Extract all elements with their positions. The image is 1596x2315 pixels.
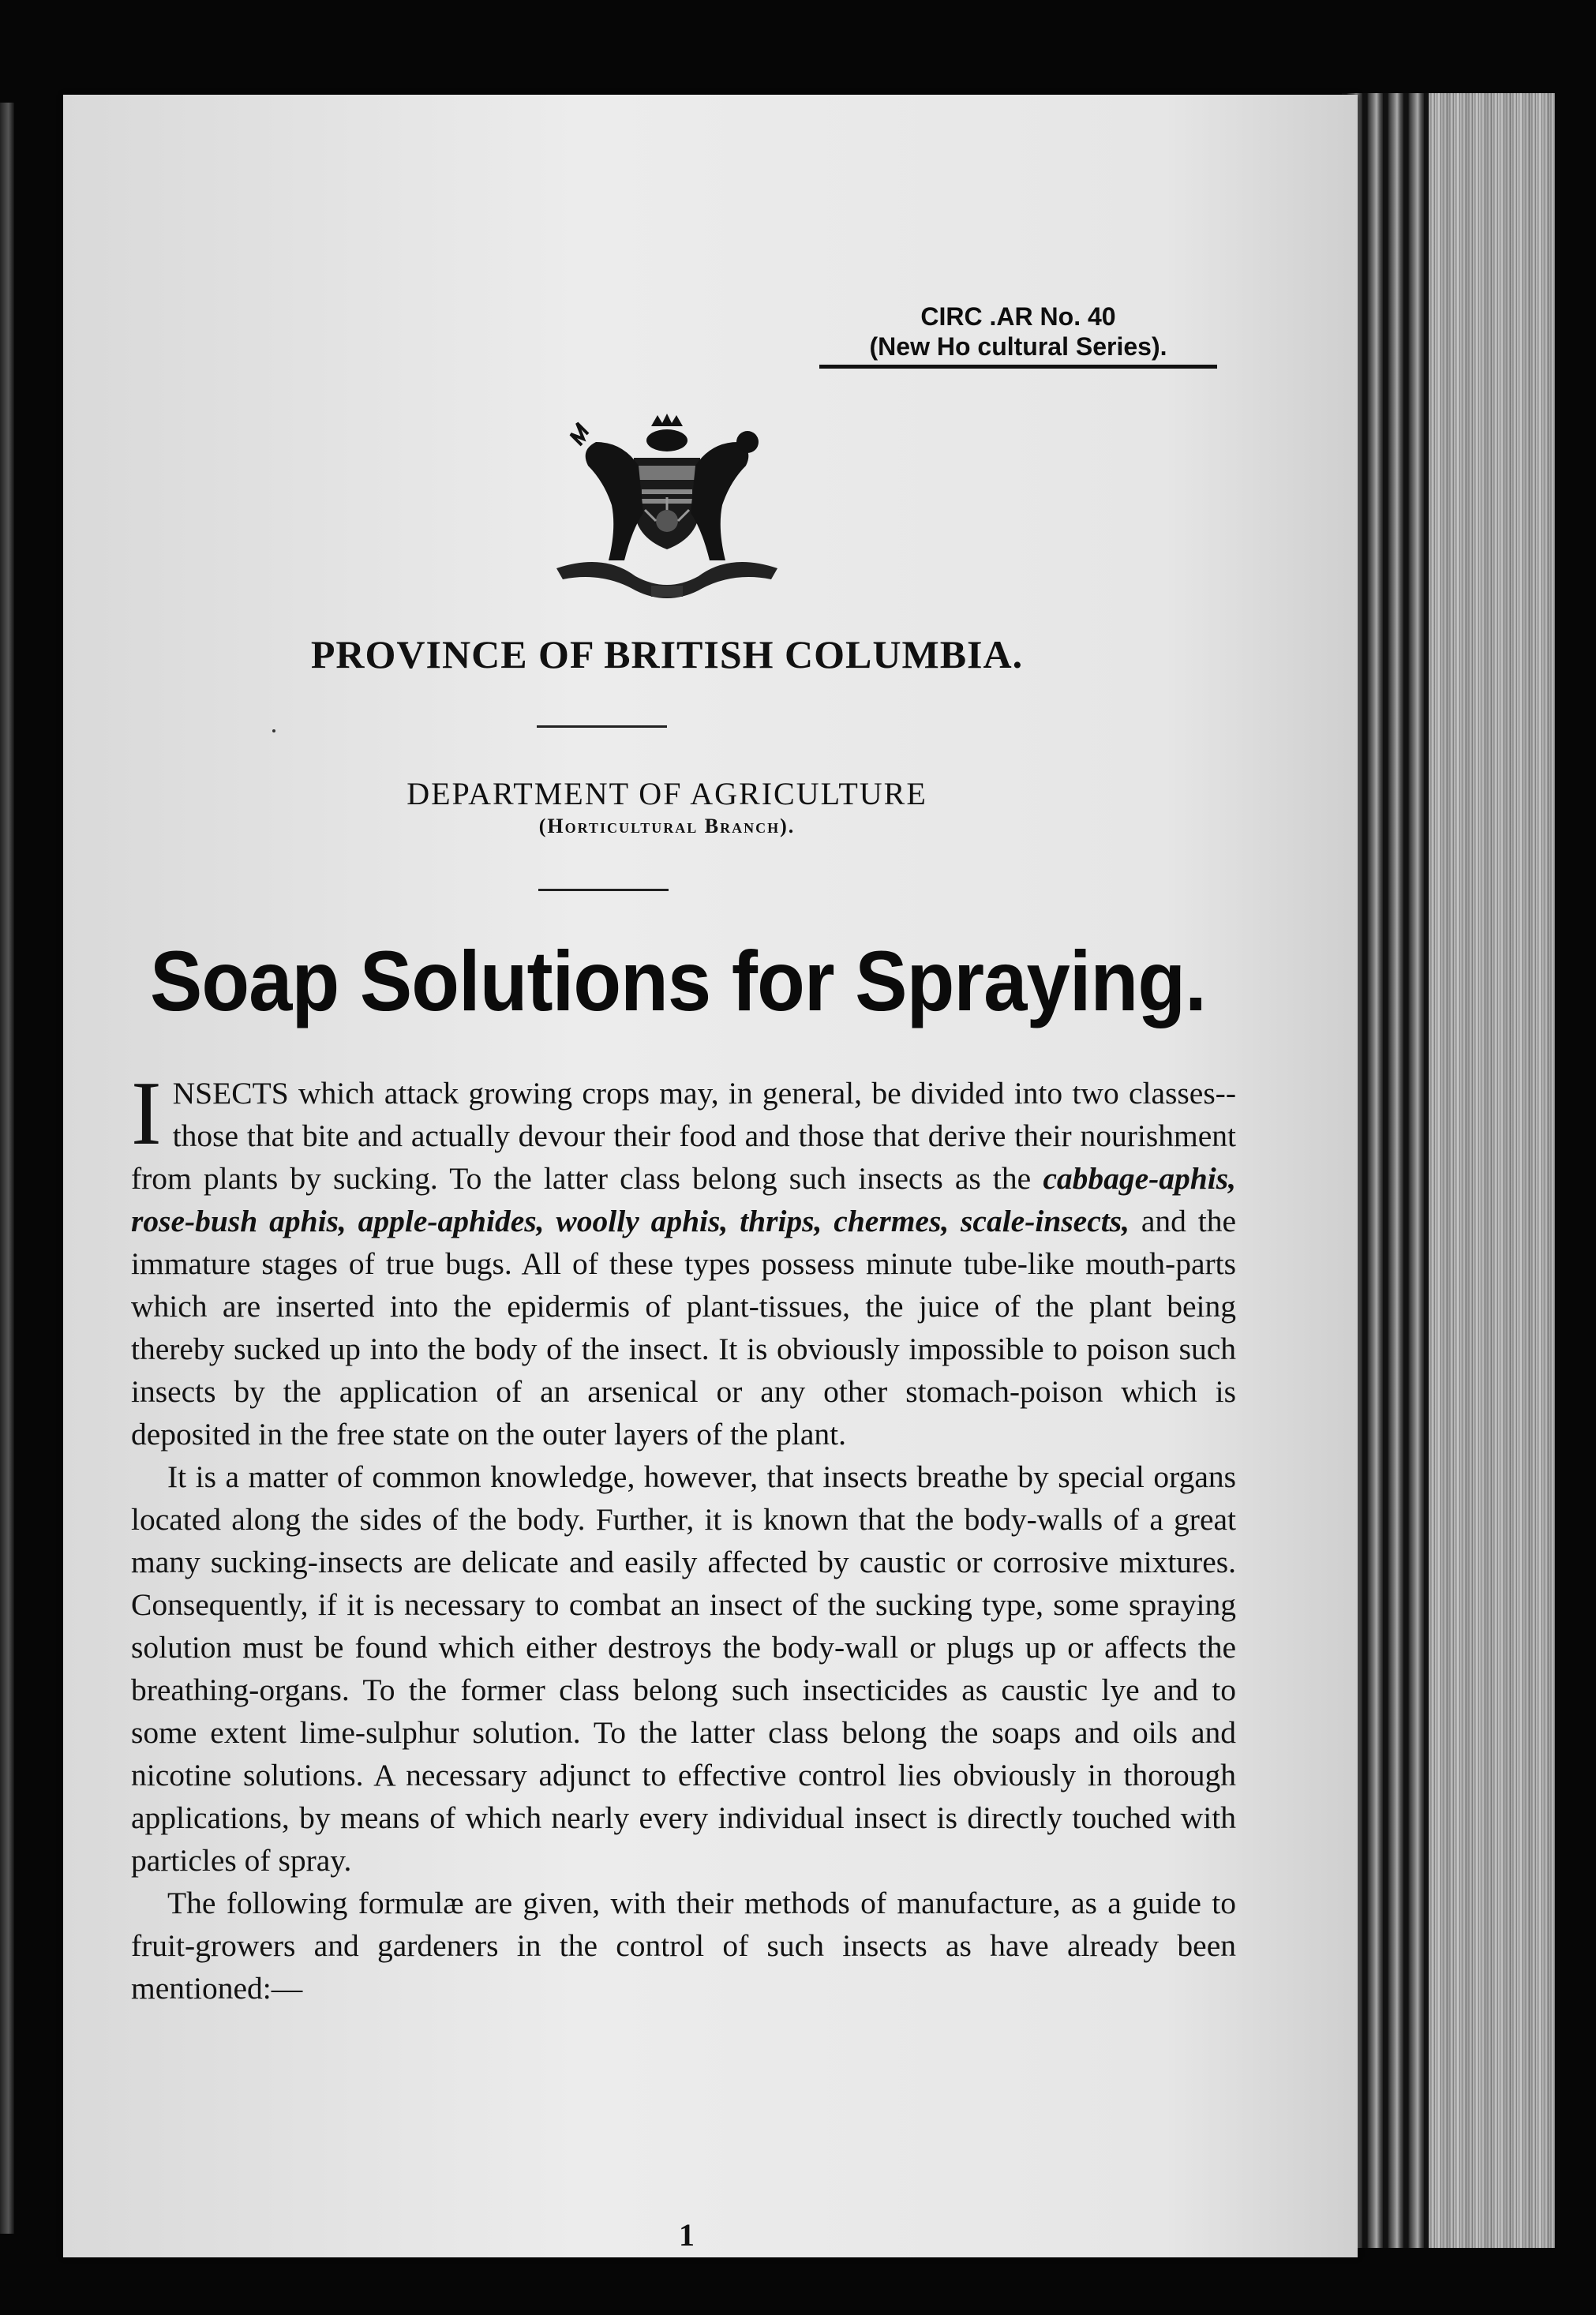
page-number: 1 (679, 2217, 695, 2253)
document-page (63, 95, 1358, 2257)
divider-rule (537, 725, 667, 728)
body-text (131, 1063, 1236, 2010)
coat-of-arms-icon (541, 410, 793, 600)
paragraph-1 (131, 1063, 1236, 1455)
paragraph-1-text-a: NSECTS which attack growing crops may, in general, be divided into two classes--those that bite and actually devour their food and those that derive their nourishment from plants by sucking. To the latter class belong such insects as the (131, 1076, 1236, 1196)
circular-number-header (813, 302, 1223, 369)
province-heading: PROVINCE OF BRITISH COLUMBIA. (310, 632, 1024, 676)
branch-subheading: (Horticultural Branch). (538, 815, 796, 837)
speck (272, 729, 275, 732)
paragraph-2: It is a matter of common knowledge, however, that insects breathe by special organs located along the sides of the body. Further, it is known that the body-walls of a great many sucking-insects are delicate and easily affected by caustic or corrosive mixtures. Consequently, if it is necessary to combat an insect of the sucking type, some spraying solution must be found which either destroys the body-wall or plugs up or affects the breathing-organs. To the former class belong such insecticides as caustic lye and to some extent lime-sulphur solution. To the latter class belong the soaps and oils and nicotine solutions. A necessary adjunct to effective control lies obviously in thorough applications, by means of which nearly every individual insect is directly touched with particles of spray. (131, 1459, 1236, 1878)
drop-cap: I (131, 1063, 162, 1164)
circular-line-2: (New Ho cultural Series). (869, 332, 1167, 361)
divider-rule (538, 889, 669, 891)
paragraph-3: The following formulæ are given, with their methods of manufacture, as a guide to fruit-growers and gardeners in the control of such insects as have already been mentioned:— (131, 1886, 1236, 2006)
paragraph-1-text-b: and the immature stages of true bugs. All of these types possess minute tube-like mouth-parts which are inserted into the epidermis of plant-tissues, the juice of the plant being thereby sucked up into the body of the insect. It is obviously impossible to poison such insects by the application of an arsenical or any other stomach-poison which is deposited in the free state on the outer layers of the plant. (131, 1204, 1236, 1452)
book-page-edges (1342, 93, 1555, 2248)
circular-underline (819, 365, 1217, 369)
circular-line-1: CIRC .AR No. 40 (920, 302, 1116, 331)
document-title: Soap Solutions for Spraying. (150, 933, 1206, 1028)
department-heading: DEPARTMENT OF AGRICULTURE (406, 776, 927, 811)
paragraph-1-italic-insects: cabbage-aphis, rose-bush aphis, apple-aphides, woolly aphis, thrips, chermes, scale-insects, (131, 1161, 1236, 1238)
scan-left-edge (0, 103, 14, 2234)
